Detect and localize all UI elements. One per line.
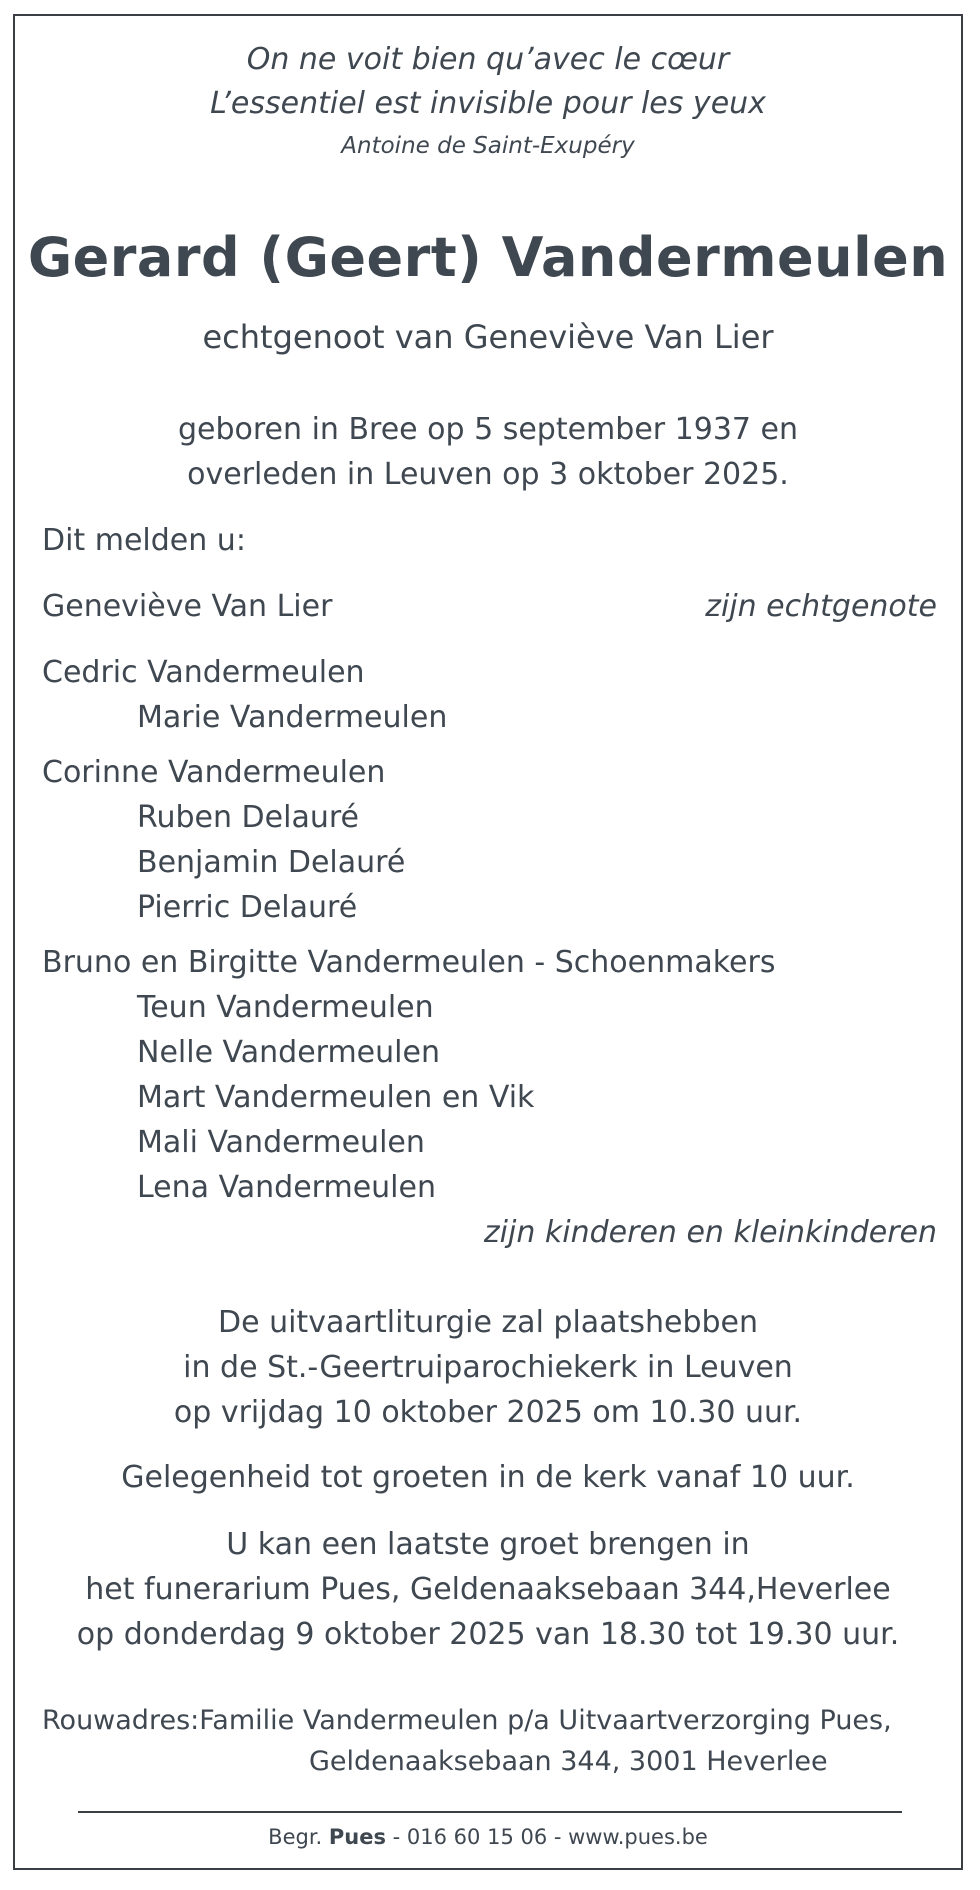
farewell-line-2: het funerarium Pues, Geldenaaksebaan 344,Heverlee xyxy=(85,1572,891,1607)
family-child: Marie Vandermeulen xyxy=(137,700,448,735)
quote-line-2: L’essentiel est invisible pour les yeux xyxy=(210,86,766,121)
farewell-line-1: U kan een laatste groet brengen in xyxy=(226,1527,750,1562)
quote-author: Antoine de Saint-Exupéry xyxy=(341,133,635,159)
family-child: Lena Vandermeulen xyxy=(137,1170,436,1205)
announcers-intro: Dit melden u: xyxy=(42,523,246,558)
footer-divider xyxy=(78,1811,902,1813)
footer-company: Pues xyxy=(328,1825,386,1849)
spouse-relation: zijn echtgenote xyxy=(705,589,937,624)
address-line-2: Geldenaaksebaan 344, 3001 Heverlee xyxy=(309,1746,828,1777)
spouse-line: echtgenoot van Geneviève Van Lier xyxy=(202,318,774,356)
family-child: Pierric Delauré xyxy=(137,890,358,925)
death-line: overleden in Leuven op 3 oktober 2025. xyxy=(187,457,789,492)
family-child: Ruben Delauré xyxy=(137,800,359,835)
footer-contact: - 016 60 15 06 - www.pues.be xyxy=(392,1825,708,1849)
spouse-name: Geneviève Van Lier xyxy=(42,589,333,624)
family-child: Benjamin Delauré xyxy=(137,845,406,880)
family-child: Mali Vandermeulen xyxy=(137,1125,425,1160)
funeral-line-1: De uitvaartliturgie zal plaatshebben xyxy=(217,1305,758,1340)
family-parent: Bruno en Birgitte Vandermeulen - Schoenmakers xyxy=(42,945,776,980)
birth-line: geboren in Bree op 5 september 1937 en xyxy=(177,412,799,447)
children-relation: zijn kinderen en kleinkinderen xyxy=(483,1215,937,1250)
footer-prefix: Begr. xyxy=(268,1825,323,1849)
family-parent: Corinne Vandermeulen xyxy=(42,755,386,790)
funeral-line-2: in de St.-Geertruiparochiekerk in Leuven xyxy=(183,1350,793,1385)
farewell-line-3: op donderdag 9 oktober 2025 van 18.30 tot 19.30 uur. xyxy=(76,1617,900,1652)
deceased-name: Gerard (Geert) Vandermeulen xyxy=(27,226,949,289)
quote-line-1: On ne voit bien qu’avec le cœur xyxy=(246,42,730,77)
footer xyxy=(13,1825,963,1849)
family-child: Nelle Vandermeulen xyxy=(137,1035,440,1070)
family-parent: Cedric Vandermeulen xyxy=(42,655,365,690)
greeting-line: Gelegenheid tot groeten in de kerk vanaf 10 uur. xyxy=(121,1460,855,1495)
family-child: Teun Vandermeulen xyxy=(137,990,434,1025)
funeral-line-3: op vrijdag 10 oktober 2025 om 10.30 uur. xyxy=(173,1395,803,1430)
address-line-1: Rouwadres:Familie Vandermeulen p/a Uitvaartverzorging Pues, xyxy=(42,1705,892,1736)
family-child: Mart Vandermeulen en Vik xyxy=(137,1080,535,1115)
